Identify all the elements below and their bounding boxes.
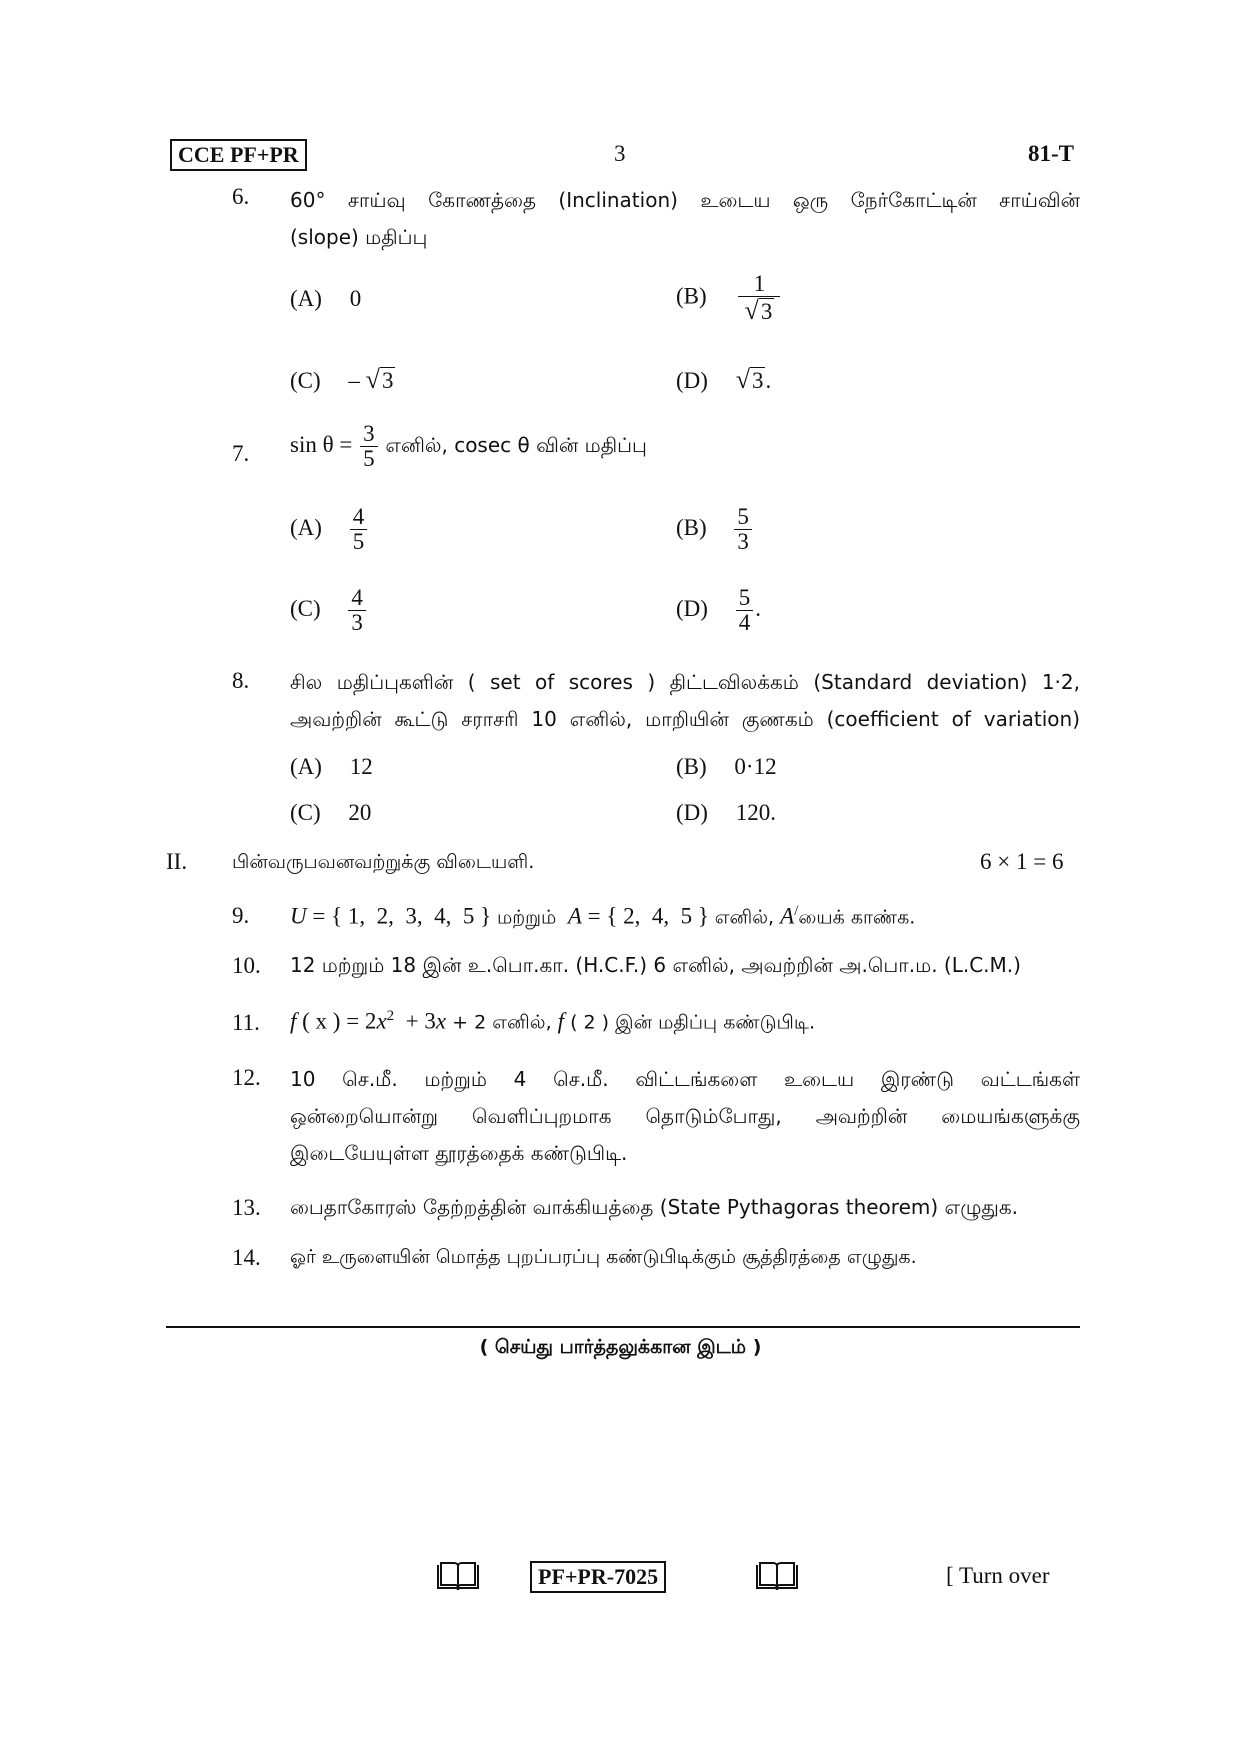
q6-option-a bbox=[290, 286, 361, 312]
option-label: (C) bbox=[290, 800, 321, 825]
numerator: 4 bbox=[350, 505, 368, 530]
q6-option-d bbox=[676, 365, 771, 395]
q14-text: ஓர் உருளையின் மொத்த புறப்பரப்பு கண்டுபிடிக்கும் சூத்திரத்தை எழுதுக. bbox=[290, 1246, 917, 1268]
option-value: 20 bbox=[348, 800, 372, 825]
q9-rest2: யைக் காண்க. bbox=[798, 906, 916, 929]
q6-line2: (slope) மதிப்பு bbox=[290, 225, 428, 249]
q13-text: பைதாகோரஸ் தேற்றத்தின் வாக்கியத்தை (State Pythagoras theorem) எழுதுக. bbox=[290, 1195, 1018, 1219]
option-label: (D) bbox=[676, 800, 708, 825]
q12-line2: ஒன்றையொன்று வெளிப்புறமாக தொடும்போது, அவற்றின் மையங்களுக்கு bbox=[290, 1104, 1080, 1128]
q7-text bbox=[290, 422, 647, 471]
q11-text bbox=[290, 1008, 815, 1037]
sqrt-expression bbox=[365, 365, 396, 394]
complement-symbol: A bbox=[780, 903, 795, 929]
page-number: 3 bbox=[614, 141, 626, 166]
q11-rest: + 2 எனில், bbox=[446, 1011, 558, 1034]
option-label: (B) bbox=[676, 283, 707, 309]
option-label: (A) bbox=[290, 286, 322, 311]
option-label: (B) bbox=[676, 754, 707, 779]
q9-number: 9. bbox=[232, 903, 250, 928]
denominator: 4 bbox=[738, 610, 751, 636]
q11-arg2: ( 2 ) இன் மதிப்பு கண்டுபிடி. bbox=[564, 1011, 816, 1034]
set-a-symbol: A bbox=[567, 903, 582, 929]
q12-line1: 10 செ.மீ. மற்றும் 4 செ.மீ. விட்டங்களை உடைய இரண்டு வட்டங்கள் bbox=[290, 1067, 1080, 1091]
q12-text bbox=[290, 1061, 1080, 1172]
section-numeral: II. bbox=[166, 849, 188, 874]
radicand: 3 bbox=[381, 368, 394, 393]
numerator: 5 bbox=[736, 586, 754, 611]
sqrt-icon: √ bbox=[735, 365, 750, 394]
fraction bbox=[736, 586, 754, 635]
section-marks: 6 × 1 = 6 bbox=[980, 849, 1064, 874]
q12-number: 12. bbox=[232, 1065, 261, 1090]
q8-option-a bbox=[290, 754, 373, 780]
denominator bbox=[742, 297, 778, 324]
book-icon bbox=[436, 1561, 480, 1591]
q7-number: 7. bbox=[232, 441, 250, 466]
q8-option-d bbox=[676, 800, 776, 826]
set-u-symbol: U bbox=[290, 903, 307, 929]
denominator: 3 bbox=[737, 529, 749, 555]
q7-option-a bbox=[290, 505, 369, 554]
func-f: f bbox=[290, 1008, 297, 1034]
option-label: (B) bbox=[676, 514, 707, 540]
term-mid: + 3 bbox=[394, 1008, 436, 1034]
radicand: 3 bbox=[751, 368, 764, 393]
denominator: 5 bbox=[363, 446, 375, 472]
q7-option-c bbox=[290, 586, 368, 635]
q6-option-c bbox=[290, 365, 395, 395]
option-value: 12 bbox=[349, 754, 373, 779]
set-u: = { 1, 2, 3, 4, 5 } bbox=[306, 903, 497, 929]
fraction bbox=[350, 505, 368, 554]
fraction bbox=[738, 272, 780, 324]
sqrt-expression bbox=[735, 365, 766, 394]
numerator: 5 bbox=[734, 505, 752, 530]
denominator: 3 bbox=[351, 610, 363, 636]
book-icon bbox=[755, 1561, 799, 1591]
q7-option-b bbox=[676, 505, 754, 554]
option-label: (C) bbox=[290, 368, 321, 393]
fraction bbox=[734, 505, 752, 554]
footer-code-box: PF+PR-7025 bbox=[530, 1561, 666, 1593]
section-instruction: பின்வருபவனவற்றுக்கு விடையளி. bbox=[232, 851, 535, 873]
numerator: 3 bbox=[360, 422, 378, 447]
var-x: x bbox=[376, 1008, 387, 1034]
q13-number: 13. bbox=[232, 1195, 261, 1220]
q7-rest: எனில், cosec θ வின் மதிப்பு bbox=[385, 432, 647, 457]
exponent: 2 bbox=[386, 1008, 395, 1024]
divider-line bbox=[166, 1326, 1080, 1328]
q10-number: 10. bbox=[232, 953, 261, 978]
minus-sign: – bbox=[348, 368, 360, 393]
q8-line1: சில மதிப்புகளின் ( set of scores ) திட்டவிலக்கம் (Standard deviation) 1·2, bbox=[290, 670, 1080, 694]
q6-number: 6. bbox=[232, 184, 250, 209]
numerator: 1 bbox=[738, 272, 780, 297]
q7-option-d bbox=[676, 586, 761, 635]
q6-option-b bbox=[676, 272, 782, 324]
rough-work-label: ( செய்து பார்த்தலுக்கான இடம் ) bbox=[479, 1336, 762, 1358]
q14-number: 14. bbox=[232, 1245, 261, 1270]
func-f: f bbox=[557, 1008, 565, 1034]
q7-lhs: sin θ = bbox=[290, 431, 353, 457]
option-value: 0 bbox=[349, 286, 362, 311]
q8-line2: அவற்றின் கூட்டு சராசரி 10 எனில், மாறியின் குணகம் (coefficient of variation) bbox=[290, 707, 1080, 731]
option-suffix: . bbox=[765, 368, 772, 393]
q9-rest1: எனில், bbox=[714, 906, 781, 929]
option-suffix: . bbox=[755, 595, 761, 621]
var-x: x bbox=[435, 1008, 447, 1034]
sqrt-icon: √ bbox=[365, 365, 380, 394]
func-arg: ( x ) = 2 bbox=[296, 1008, 377, 1034]
q9-text bbox=[290, 903, 915, 932]
option-label: (D) bbox=[676, 595, 708, 621]
fraction bbox=[348, 586, 366, 635]
denominator: 5 bbox=[352, 529, 365, 555]
q6-text bbox=[290, 182, 1080, 256]
q12-line3: இடையேயுள்ள தூரத்தைக் கண்டுபிடி. bbox=[290, 1141, 628, 1165]
numerator: 4 bbox=[348, 586, 366, 611]
set-a: = { 2, 4, 5 } bbox=[581, 903, 715, 929]
sqrt-icon: √ bbox=[744, 296, 759, 326]
header-code-box: CCE PF+PR bbox=[170, 139, 307, 171]
q6-line1: 60° சாய்வு கோணத்தை (Inclination) உடைய ஒரு நேர்கோட்டின் சாய்வின் bbox=[290, 188, 1080, 212]
q8-option-b bbox=[676, 754, 777, 780]
q9-and: மற்றும் bbox=[496, 906, 557, 929]
paper-code: 81-T bbox=[1028, 141, 1074, 166]
q8-text bbox=[290, 664, 1080, 738]
q10-text: 12 மற்றும் 18 இன் உ.பொ.கா. (H.C.F.) 6 எனில், அவற்றின் அ.பொ.ம. (L.C.M.) bbox=[290, 953, 1021, 977]
option-label: (D) bbox=[676, 368, 708, 393]
option-label: (A) bbox=[290, 754, 322, 779]
complement-mark: / bbox=[794, 903, 799, 919]
q8-option-c bbox=[290, 800, 371, 826]
option-value: 120. bbox=[735, 800, 776, 825]
turn-over-label: [ Turn over bbox=[946, 1563, 1050, 1588]
q11-number: 11. bbox=[232, 1010, 260, 1035]
radicand: 3 bbox=[760, 299, 773, 325]
option-label: (C) bbox=[290, 595, 321, 621]
q8-number: 8. bbox=[232, 668, 250, 693]
fraction bbox=[360, 422, 378, 471]
option-value: 0·12 bbox=[734, 754, 777, 779]
option-label: (A) bbox=[290, 514, 322, 540]
